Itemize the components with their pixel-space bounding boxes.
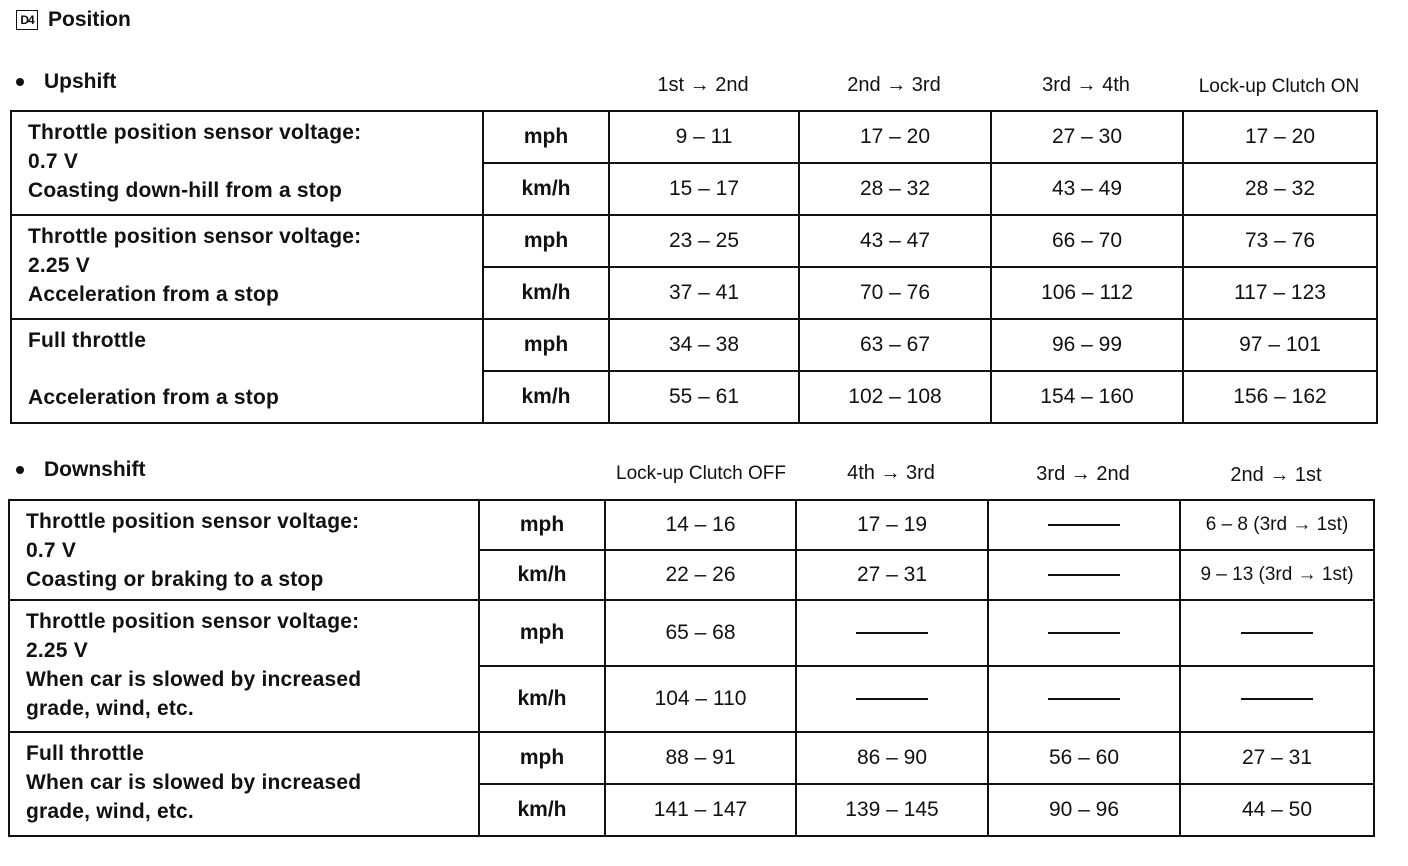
value-cell: 141 – 147 (605, 784, 796, 836)
condition-line: Throttle position sensor voltage: (26, 510, 360, 533)
table-row (9, 600, 1374, 666)
value-cell: 106 – 112 (991, 267, 1183, 319)
value-cell: 63 – 67 (799, 319, 991, 371)
condition-line: Coasting or braking to a stop (26, 568, 324, 591)
unit-cell: km/h (479, 550, 605, 600)
unit-cell: km/h (479, 666, 605, 732)
condition-line: 0.7 V (26, 539, 77, 562)
condition-line: When car is slowed by increased (26, 771, 362, 794)
value-cell (796, 600, 988, 666)
value-cell: 27 – 31 (1180, 732, 1374, 784)
unit-cell: km/h (483, 371, 609, 423)
table-row (9, 732, 1374, 784)
not-applicable-dash (1048, 698, 1120, 700)
unit-cell: mph (479, 600, 605, 666)
value-cell (988, 600, 1180, 666)
value-cell: 17 – 20 (799, 111, 991, 163)
condition-line: 2.25 V (26, 639, 88, 662)
unit-cell: km/h (479, 784, 605, 836)
table-row (11, 111, 1377, 163)
downshift-condition-2 (9, 600, 479, 732)
condition-line: Acceleration from a stop (28, 283, 280, 306)
value-cell: 28 – 32 (799, 163, 991, 215)
spacer (28, 355, 474, 383)
value-cell: 15 – 17 (609, 163, 799, 215)
condition-line: 2.25 V (28, 254, 90, 277)
value-cell: 139 – 145 (796, 784, 988, 836)
upshift-col-3: 3rd → 4th (1042, 74, 1130, 96)
downshift-col-2: 4th → 3rd (847, 462, 935, 484)
not-applicable-dash (856, 632, 928, 634)
value-cell (988, 550, 1180, 600)
value-cell (988, 666, 1180, 732)
condition-line: Throttle position sensor voltage: (28, 121, 362, 144)
downshift-condition-3 (9, 732, 479, 836)
downshift-heading (10, 458, 145, 482)
value-cell: 154 – 160 (991, 371, 1183, 423)
condition-line: Throttle position sensor voltage: (28, 225, 362, 248)
unit-cell: mph (479, 500, 605, 550)
value-cell: 17 – 20 (1183, 111, 1377, 163)
condition-line: grade, wind, etc. (26, 697, 194, 720)
not-applicable-dash (856, 698, 928, 700)
condition-line: Full throttle (26, 742, 145, 765)
value-cell: 88 – 91 (605, 732, 796, 784)
unit-cell: km/h (483, 267, 609, 319)
value-cell: 96 – 99 (991, 319, 1183, 371)
downshift-col-1: Lock-up Clutch OFF (616, 463, 786, 484)
table-row (11, 319, 1377, 371)
condition-line: 0.7 V (28, 150, 79, 173)
upshift-condition-2 (11, 215, 483, 319)
value-cell: 66 – 70 (991, 215, 1183, 267)
downshift-col-3: 3rd → 2nd (1036, 463, 1130, 485)
value-cell: 44 – 50 (1180, 784, 1374, 836)
value-cell: 56 – 60 (988, 732, 1180, 784)
downshift-condition-1 (9, 500, 479, 600)
not-applicable-dash (1048, 574, 1120, 576)
table-row (9, 500, 1374, 550)
value-cell: 102 – 108 (799, 371, 991, 423)
upshift-condition-1 (11, 111, 483, 215)
value-cell: 37 – 41 (609, 267, 799, 319)
value-cell: 117 – 123 (1183, 267, 1377, 319)
bullet-icon (16, 78, 24, 86)
not-applicable-dash (1241, 632, 1313, 634)
unit-cell: mph (479, 732, 605, 784)
condition-line: Acceleration from a stop (28, 386, 280, 409)
value-cell: 156 – 162 (1183, 371, 1377, 423)
value-cell: 65 – 68 (605, 600, 796, 666)
condition-line: grade, wind, etc. (26, 800, 194, 823)
downshift-heading-label: Downshift (44, 458, 146, 481)
condition-line: Full throttle (28, 329, 147, 352)
value-cell (988, 500, 1180, 550)
value-cell: 73 – 76 (1183, 215, 1377, 267)
upshift-col-4: Lock-up Clutch ON (1198, 76, 1360, 97)
not-applicable-dash (1048, 524, 1120, 526)
value-cell (1180, 600, 1374, 666)
not-applicable-dash (1241, 698, 1313, 700)
value-cell: 9 – 13 (3rd → 1st) (1180, 550, 1374, 600)
value-cell: 14 – 16 (605, 500, 796, 550)
condition-line: Coasting down-hill from a stop (28, 179, 342, 202)
page-title: Position (48, 8, 131, 31)
upshift-heading-label: Upshift (44, 70, 117, 93)
condition-line: Throttle position sensor voltage: (26, 610, 360, 633)
value-cell: 43 – 47 (799, 215, 991, 267)
upshift-col-2: 2nd → 3rd (847, 74, 941, 96)
value-cell: 23 – 25 (609, 215, 799, 267)
value-cell (796, 666, 988, 732)
table-row (11, 215, 1377, 267)
upshift-col-1: 1st → 2nd (657, 74, 749, 96)
value-cell: 17 – 19 (796, 500, 988, 550)
value-cell: 28 – 32 (1183, 163, 1377, 215)
value-cell: 6 – 8 (3rd → 1st) (1180, 500, 1374, 550)
value-cell (1180, 666, 1374, 732)
value-cell: 9 – 11 (609, 111, 799, 163)
value-cell: 55 – 61 (609, 371, 799, 423)
unit-cell: mph (483, 111, 609, 163)
page-header (16, 8, 131, 32)
value-cell: 70 – 76 (799, 267, 991, 319)
not-applicable-dash (1048, 632, 1120, 634)
unit-cell: mph (483, 215, 609, 267)
bullet-icon (16, 466, 24, 474)
downshift-col-4: 2nd → 1st (1230, 464, 1322, 486)
value-cell: 34 – 38 (609, 319, 799, 371)
condition-line: When car is slowed by increased (26, 668, 362, 691)
value-cell: 86 – 90 (796, 732, 988, 784)
value-cell: 97 – 101 (1183, 319, 1377, 371)
d4-position-icon: D4 (16, 10, 38, 30)
value-cell: 104 – 110 (605, 666, 796, 732)
unit-cell: mph (483, 319, 609, 371)
upshift-table (10, 110, 1378, 424)
value-cell: 22 – 26 (605, 550, 796, 600)
value-cell: 43 – 49 (991, 163, 1183, 215)
unit-cell: km/h (483, 163, 609, 215)
value-cell: 90 – 96 (988, 784, 1180, 836)
upshift-condition-3 (11, 319, 483, 423)
value-cell: 27 – 31 (796, 550, 988, 600)
value-cell: 27 – 30 (991, 111, 1183, 163)
upshift-heading (10, 70, 116, 94)
downshift-table (8, 499, 1375, 837)
